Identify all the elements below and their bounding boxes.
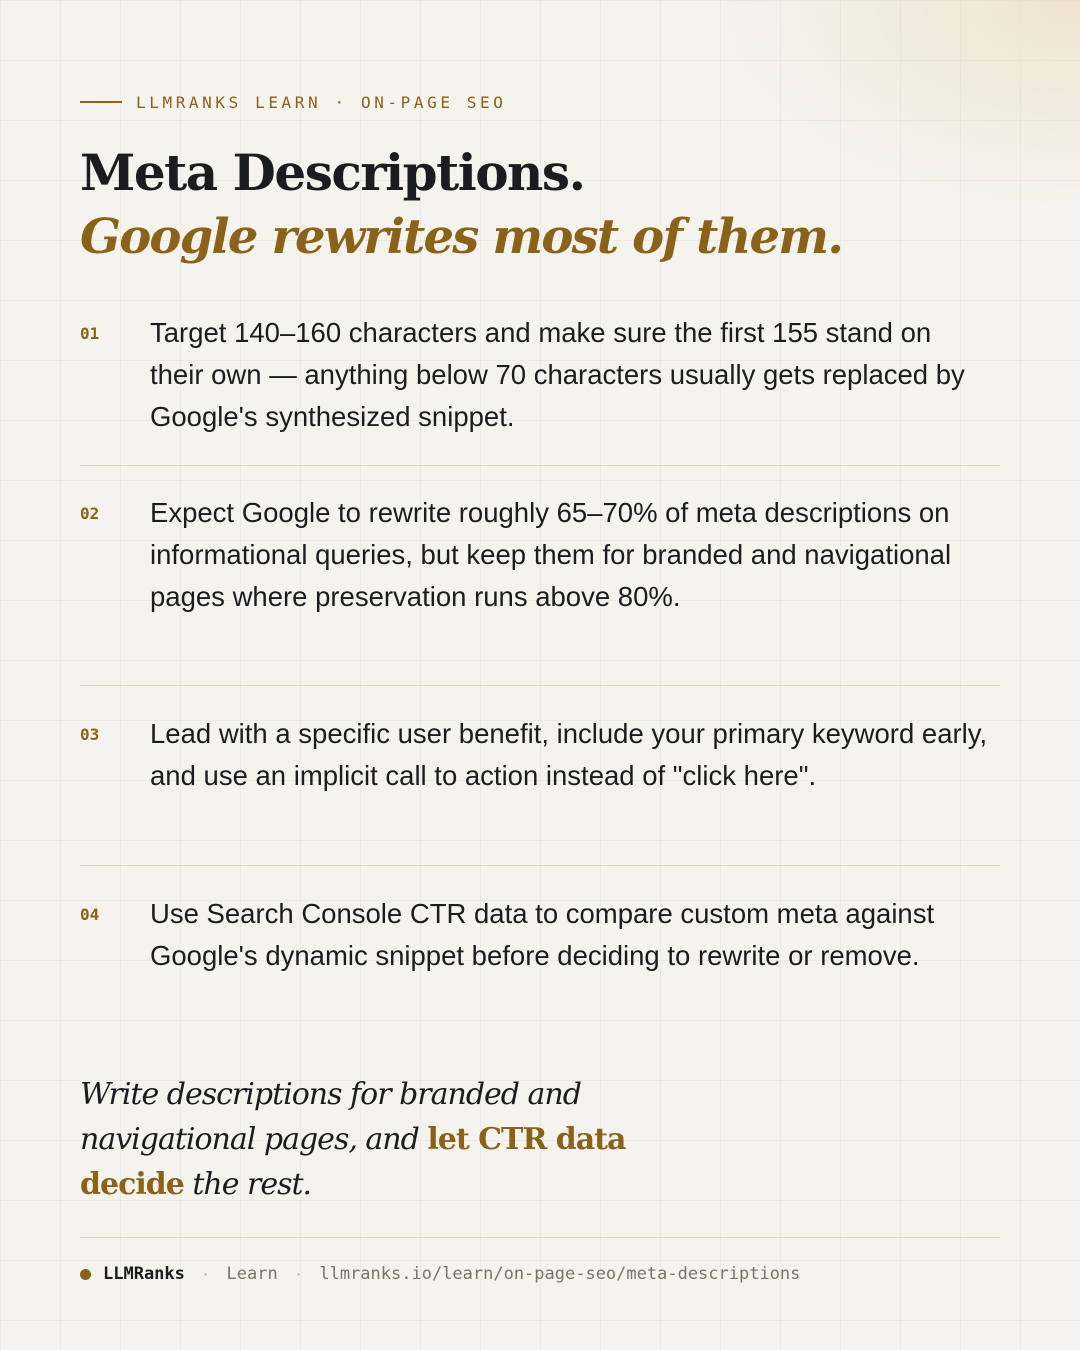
footer-separator: ·: [293, 1264, 304, 1284]
tip-number: 01: [80, 324, 100, 343]
tip-text: Target 140–160 characters and make sure the first 155 stand on their own — anything below 70 characters usually gets replaced by Google's synthesized snippet.: [150, 317, 965, 432]
page-title: Meta Descriptions.: [80, 143, 585, 202]
closing-tail: the rest.: [183, 1167, 312, 1202]
eyebrow-rule: [80, 101, 122, 103]
eyebrow-label: LLMRANKS LEARN · ON-PAGE SEO: [136, 92, 507, 112]
footer-divider: [80, 1237, 1000, 1238]
tip-text: Lead with a specific user benefit, include your primary keyword early, and use an implicit call to action instead of "click here".: [150, 718, 988, 791]
divider: [80, 685, 1000, 686]
tip-text: Expect Google to rewrite roughly 65–70% of meta descriptions on informational queries, but keep them for branded and navigational pages where preservation runs above 80%.: [150, 497, 952, 612]
footer-brand[interactable]: LLMRanks: [103, 1264, 185, 1284]
brand-dot-icon: [80, 1269, 91, 1280]
tip-number: 02: [80, 504, 100, 523]
closing-highlight: let CTR data decide: [80, 1122, 626, 1202]
tip-text: Use Search Console CTR data to compare custom meta against Google's dynamic snippet before deciding to rewrite or remove.: [150, 898, 935, 971]
divider: [80, 465, 1000, 466]
closing-statement: [80, 1072, 680, 1207]
eyebrow: [80, 90, 507, 114]
divider: [80, 865, 1000, 866]
footer-separator: ·: [200, 1264, 211, 1284]
tip-number: 04: [80, 905, 100, 924]
footer: [80, 1262, 800, 1286]
closing-lead: Write descriptions for branded and navigational pages, and: [80, 1077, 581, 1157]
tip-number: 03: [80, 725, 100, 744]
page-subtitle: Google rewrites most of them.: [80, 209, 843, 265]
footer-url-link[interactable]: llmranks.io/learn/on-page-seo/meta-descriptions: [319, 1264, 801, 1284]
footer-section-link[interactable]: Learn: [226, 1264, 278, 1284]
